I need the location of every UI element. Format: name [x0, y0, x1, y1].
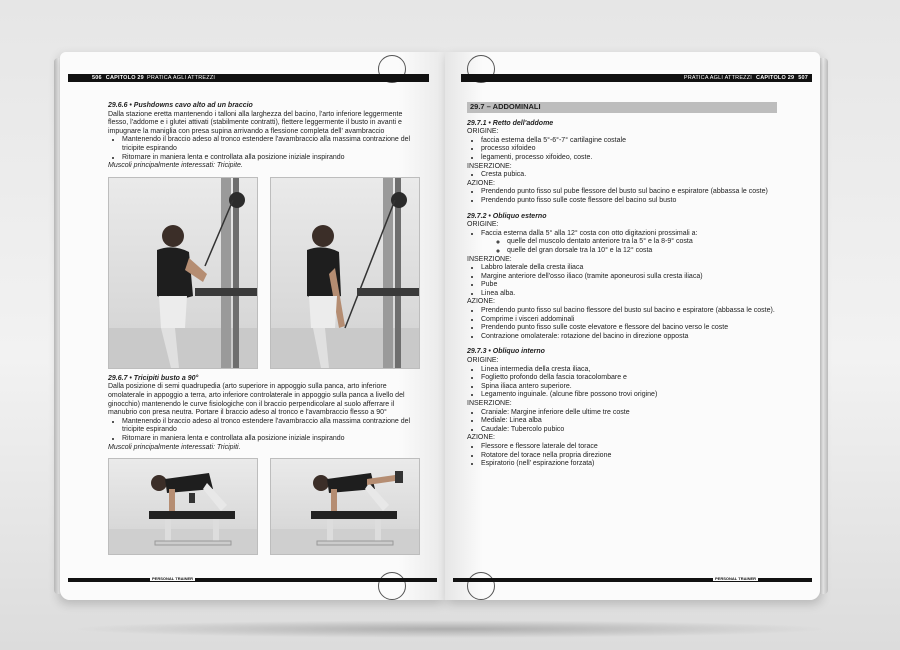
inserzione-list [467, 409, 777, 435]
label-azione: AZIONE: [467, 298, 496, 306]
right-page-edge [820, 58, 828, 594]
binder-hole-bottom [467, 572, 495, 600]
chapter-title: PRATICA AGLI ATTREZZI [146, 75, 216, 81]
photo-row-pushdowns [108, 177, 420, 369]
list-item: • Craniale: Margine inferiore delle ultime tre coste [481, 409, 777, 418]
right-footer-bar [453, 578, 812, 582]
step-list [108, 136, 420, 162]
step-list [108, 418, 420, 444]
list-item: • Comprime i visceri addominali [481, 316, 777, 325]
chapter-title: PRATICA AGLI ATTREZZI [683, 75, 753, 81]
photo-row-triceps [108, 458, 420, 555]
list-item: ◦ quelle del muscolo dentato anteriore tra la 5° e la 8-9° costa [507, 238, 777, 247]
list-item: • Linea alba. [481, 290, 777, 299]
list-item: • Contrazione omolaterale: rotazione del bacino in direzione opposta [481, 333, 777, 342]
list-item: • Legamento inguinale. (alcune fibre possono trovi origine) [481, 391, 777, 400]
list-item: • Pube [481, 281, 777, 290]
label-inserzione: INSERZIONE: [467, 400, 512, 407]
label-inserzione: INSERZIONE: [467, 162, 512, 170]
footer-label: PERSONAL TRAINER [152, 576, 194, 581]
exercise-photo-illustration [109, 459, 257, 554]
right-content [467, 102, 777, 469]
left-footer-bar [68, 578, 437, 582]
azione-list [467, 188, 777, 205]
list-item: • faccia esterna della 5°-6°-7° cartilagine costale [481, 137, 777, 146]
photo-pushdown-start [108, 177, 258, 369]
list-item: ◦ quelle del gran dorsale tra la 10° e la 12° costa [507, 247, 777, 256]
list-item: • Rotatore del torace nella propria direzione [481, 452, 777, 461]
list-item: • Cresta pubica. [481, 171, 777, 180]
muscles-note: Muscoli principalmente interessati: Tricipite. [108, 162, 243, 170]
photo-pushdown-end [270, 177, 420, 369]
list-item: • Prendendo punto fisso sulle coste flessore del bacino sul busto [481, 197, 777, 206]
list-item: • Margine anteriore dell'osso iliaco (tramite aponeurosi sulla cresta iliaca) [481, 273, 777, 282]
page-number: 506 [92, 75, 102, 81]
section-intro: Dalla posizione di semi quadrupedia (arto superiore in appoggio sulla panca, arto inferiore omolaterale in appoggio a terra, arto inferiore controlaterale in appoggio sulla panca a livello del ginocchio) mantenendo le curve fisiologiche con il braccio perpendicolare al suolo afferrare il manubrio con presa neutra. Portare il braccio adeso al tronco e l'avambraccio flesso a 90° [108, 383, 405, 417]
origine-sublist [467, 238, 777, 255]
origine-list [467, 137, 777, 163]
exercise-photo-illustration [271, 178, 419, 368]
right-header-bar [461, 74, 812, 82]
azione-list [467, 443, 777, 469]
muscles-note: Muscoli principalmente interessati: Tricipiti. [108, 443, 241, 451]
photo-triceps-end [270, 458, 420, 555]
step-item: • Mantenendo il braccio adeso al tronco estendere l'avambraccio alla massima contrazione del tricipite espirando [122, 418, 420, 435]
list-item: • Mediale: Linea alba [481, 417, 777, 426]
list-item: • Flessore e flessore laterale del torace [481, 443, 777, 452]
list-item: • Prendendo punto fisso sul bacino flessore del busto sul bacino e espiratore (abbassa le coste). [481, 307, 777, 316]
list-item: • Caudale: Tubercolo pubico [481, 426, 777, 435]
list-item: • Foglietto profondo della fascia toracolombare e [481, 374, 777, 383]
azione-list [467, 307, 777, 341]
right-page [445, 52, 820, 600]
list-item: • Espiratorio (nell' espirazione forzata) [481, 460, 777, 469]
section-title: 29.6.7 • Tricipiti busto a 90° [108, 374, 199, 382]
inserzione-list [467, 264, 777, 298]
list-item: • Linea intermedia della cresta iliaca, [481, 366, 777, 375]
step-item: • Ritornare in maniera lenta e controllata alla posizione iniziale inspirando [122, 435, 420, 444]
list-item: • legamenti, processo xifoideo, coste. [481, 154, 777, 163]
section-intro: Dalla stazione eretta mantenendo i talloni alla larghezza del bacino, l'arto inferiore leggermente flesso, l'addome e i glutei attivati (stabilmente contratti), flettere leggermente il busto in avanti e impugnare la maniglia con presa supina arrivando a flessione completa dell' avambraccio [108, 110, 403, 135]
page-number: 507 [798, 75, 808, 81]
inserzione-list [467, 171, 777, 180]
section-title: 29.7.2 • Obliquo esterno [467, 212, 547, 220]
section-title: 29.6.6 • Pushdowns cavo alto ad un braccio [108, 102, 253, 109]
left-content [108, 102, 420, 561]
chapter-section-heading: 29.7 – ADDOMINALI [467, 102, 777, 113]
section-title: 29.7.1 • Retto dell'addome [467, 119, 554, 127]
binder-hole-bottom [378, 572, 406, 600]
origine-list [467, 366, 777, 400]
label-inserzione: INSERZIONE: [467, 255, 512, 263]
left-page [60, 52, 445, 600]
list-item: • Labbro laterale della cresta iliaca [481, 264, 777, 273]
list-item: • Prendendo punto fisso sulle coste elevatore e flessore del bacino verso le coste [481, 324, 777, 333]
photo-triceps-start [108, 458, 258, 555]
chapter-label: CAPITOLO 29 [105, 75, 144, 81]
exercise-photo-illustration [109, 178, 257, 368]
chapter-label: CAPITOLO 29 [756, 75, 795, 81]
list-item: • Prendendo punto fisso sul pube flessore del busto sul bacino e espiratore (abbassa le coste) [481, 188, 777, 197]
footer-label: PERSONAL TRAINER [715, 576, 757, 581]
list-item: • Faccia esterna dalla 5° alla 12° costa con otto digitazioni prossimali a: [481, 230, 777, 239]
left-header-bar [68, 74, 429, 82]
list-item: • processo xifoideo [481, 145, 777, 154]
step-item: • Mantenendo il braccio adeso al tronco estendere l'avambraccio alla massima contrazione del tricipite espirando [122, 136, 420, 153]
label-azione: AZIONE: [467, 434, 496, 442]
label-azione: AZIONE: [467, 179, 496, 187]
step-item: • Ritornare in maniera lenta e controllata alla posizione iniziale inspirando [122, 154, 420, 163]
exercise-photo-illustration [271, 459, 419, 554]
list-item: • Spina iliaca antero superiore. [481, 383, 777, 392]
label-origine: ORIGINE: [467, 128, 499, 136]
section-title: 29.7.3 • Obliquo interno [467, 348, 545, 356]
label-origine: ORIGINE: [467, 221, 499, 229]
label-origine: ORIGINE: [467, 357, 499, 365]
